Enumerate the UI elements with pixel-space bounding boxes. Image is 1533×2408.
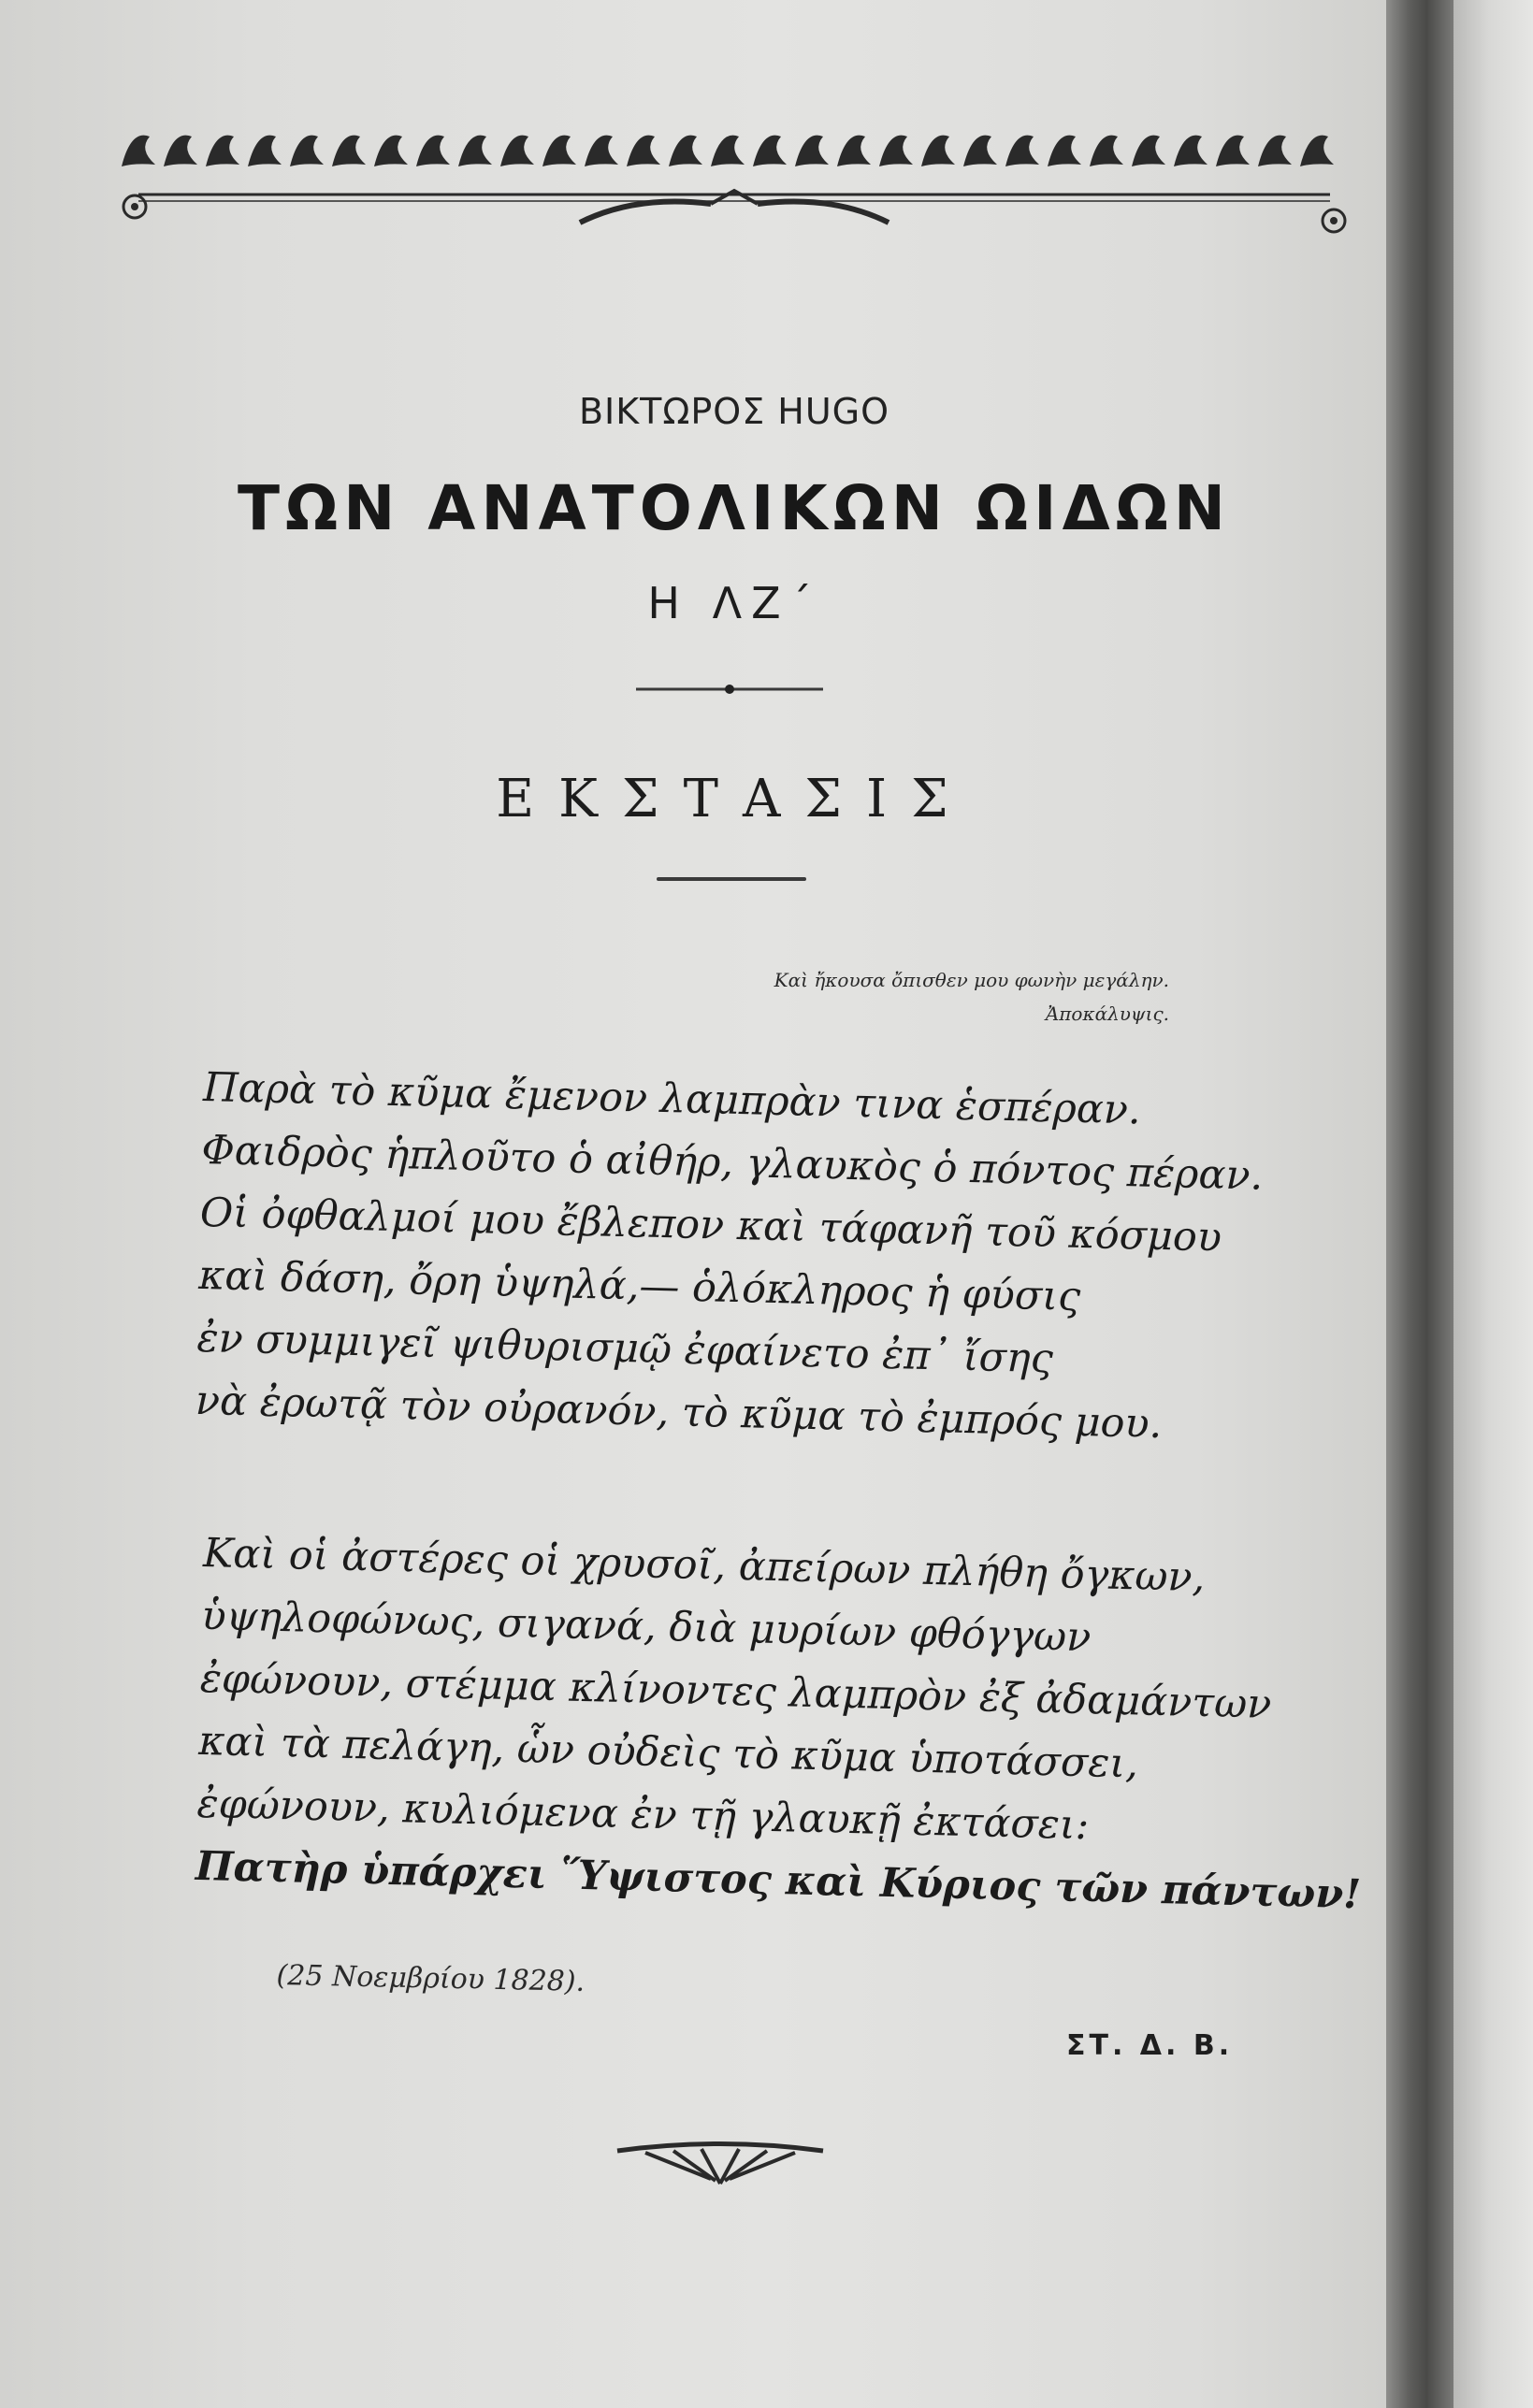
leaf-ornament (248, 136, 282, 166)
epigraph-source: Ἀποκάλυψις. (1045, 1002, 1169, 1025)
poem-line: Παρὰ τὸ κῦμα ἔμενον λαμπρὰν τινα ἑσπέραν. (202, 1063, 1142, 1134)
poem-line: Φαιδρὸς ἡπλοῦτο ὁ αἰθήρ, γλαυκὸς ὁ πόντος πέραν. (200, 1126, 1264, 1200)
leaf-ornament (627, 136, 660, 166)
leaf-ornament (1048, 136, 1081, 166)
book-binding-shadow (1386, 0, 1453, 2408)
stanza-2 (195, 1522, 1369, 1926)
leaf-ornament (374, 136, 408, 166)
poem-title: ΕΚΣΤΑΣΙΣ (496, 769, 973, 829)
leaf-ornament (290, 136, 324, 166)
epigraph (774, 963, 1169, 1031)
leaf-ornament (963, 136, 997, 166)
poem-line: Καὶ οἱ ἀστέρες οἱ χρυσοῖ, ἀπείρων πλήθη ὄγκων, (202, 1529, 1206, 1602)
poem-line: Οἱ ὀφθαλμοί μου ἔβλεπον καὶ τάφανῆ τοῦ κόσμου (199, 1189, 1222, 1262)
leaf-ornament (1300, 136, 1334, 166)
leaf-ornament (753, 136, 787, 166)
ode-number: Η ΛΖ΄ (647, 578, 821, 628)
translator-signature: ΣΤ. Δ. Β. (1066, 2029, 1234, 2062)
poem-line: καὶ δάση, ὄρη ὑψηλά,— ὁλόκληρος ἡ φύσις (197, 1251, 1081, 1320)
leaf-ornament (206, 136, 239, 166)
leaf-ornament (879, 136, 913, 166)
divider-ornament (636, 675, 823, 703)
leaf-ornament (1132, 136, 1165, 166)
poem-line: ἐφώνουν, κυλιόμενα ἐν τῇ γλαυκῇ ἐκτάσει: (196, 1780, 1090, 1850)
leaf-ornament (1258, 136, 1292, 166)
leaf-ornament (500, 136, 534, 166)
leaf-ornament (416, 136, 450, 166)
tailpiece-ornament (608, 2132, 832, 2188)
poem-line: ἐφώνουν, στέμμα κλίνοντες λαμπρὸν ἐξ ἀδαμάντων (199, 1654, 1272, 1728)
leaf-ornament (795, 136, 829, 166)
leaf-ornament (837, 136, 871, 166)
leaf-ornament (711, 136, 745, 166)
leaf-ornament (1174, 136, 1208, 166)
stanza-1 (195, 1057, 1265, 1459)
divider-line (657, 877, 806, 881)
poem-date: (25 Νοεμβρίου 1828). (276, 1959, 586, 1998)
poem-line: νὰ ἐρωτᾷ τὸν οὐρανόν, τὸ κῦμα τὸ ἐμπρός μου. (195, 1377, 1163, 1449)
leaf-ornament (669, 136, 702, 166)
author-name: ΒΙΚΤΩΡΟΣ HUGO (578, 391, 890, 432)
poem-line: καὶ τὰ πελάγη, ὧν οὐδεὶς τὸ κῦμα ὑποτάσσει, (197, 1717, 1139, 1788)
epigraph-quote: Καὶ ἤκουσα ὄπισθεν μου φωνὴν μεγάλην. (774, 969, 1169, 991)
leaf-ornament (542, 136, 576, 166)
leaf-ornament (1090, 136, 1123, 166)
poem-line: ὑψηλοφώνως, σιγανά, διὰ μυρίων φθόγγων (200, 1592, 1092, 1662)
collection-title: ΤΩΝ ΑΝΑΤΟΛΙΚΩΝ ΩΙΔΩΝ (237, 472, 1232, 544)
leaf-ornament (458, 136, 492, 166)
leaf-ornament (122, 136, 155, 166)
leaf-ornament (585, 136, 618, 166)
adjacent-page-edge (1453, 0, 1533, 2408)
leaf-ornament (921, 136, 955, 166)
leaf-ornament (1216, 136, 1250, 166)
poem-line: ἐν συμμιγεῖ ψιθυρισμῷ ἐφαίνετο ἐπ᾽ ἴσης (196, 1314, 1054, 1383)
poem-line: Πατὴρ ὑπάρχει Ὕψιστος καὶ Κύριος τῶν πάντων! (195, 1842, 1362, 1919)
leaf-ornament (1005, 136, 1039, 166)
leaf-ornament (332, 136, 366, 166)
decorative-header-border (112, 110, 1356, 251)
leaf-ornament (164, 136, 197, 166)
